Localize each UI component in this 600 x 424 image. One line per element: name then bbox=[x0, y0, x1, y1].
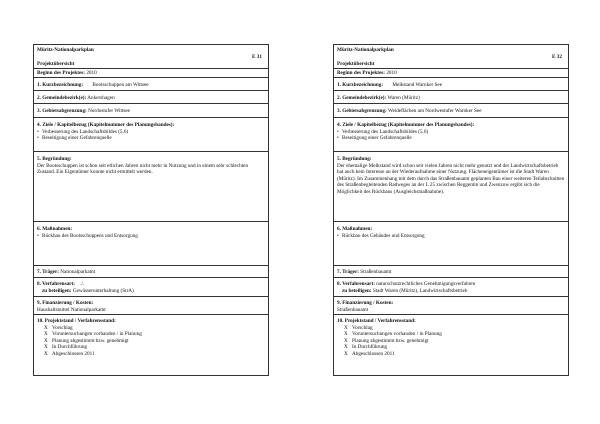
sponsor-value: Straßenbauamt bbox=[360, 269, 392, 275]
goals-row bbox=[334, 118, 568, 152]
sheet-header bbox=[334, 45, 568, 69]
municipality-row bbox=[334, 91, 568, 104]
plan-title: Müritz-Nationalparkplan bbox=[37, 47, 94, 53]
participants-label: zu beteiligen: bbox=[342, 287, 372, 294]
status-item-text: Vorschlag bbox=[52, 324, 73, 331]
project-start-row bbox=[334, 69, 568, 78]
participants-label: zu beteiligen: bbox=[42, 287, 72, 294]
procedure-label: 8. Verfahrensart: bbox=[37, 281, 75, 287]
status-label: 10. Projektstand / Verfahrensstand: bbox=[337, 318, 416, 324]
reason-label: 5. Begründung: bbox=[37, 156, 72, 162]
reason-row bbox=[34, 152, 268, 222]
reason-row bbox=[334, 152, 568, 222]
reason-text: Der ehemalige Melkstand wird schon seit vielen Jahren nicht mehr genutzt und der Landwirtschaftsbetrieb hat auch kein Interesse an der Wiederaufnahme einer Nutzung. Flächeneigentümer ist die Stadt Waren (Müritz). Im Zusammenhang mit dem durch das Straßenbauamt geplanten Bau einer weiteren Teilabschnitten des Straßenbegleitenden Radweges an der L 25 zwischen Reggentin und Zwenzow ergibt sich die Möglichkeit des Rückbaus (Ausgleichsmaßnahme). bbox=[337, 162, 565, 195]
funding-row bbox=[34, 297, 268, 315]
measures-row bbox=[34, 222, 268, 266]
status-item-text: In Durchführung bbox=[52, 344, 88, 350]
sponsor-label: 7. Träger: bbox=[337, 269, 359, 275]
short-name-value: Melkstand Warnker See bbox=[392, 82, 443, 88]
goal-item: • Verbesserung des Landschaftsbildes (5.6) bbox=[37, 129, 265, 136]
measure-item: • Rückbau des Gebäudes und Entsorgung bbox=[337, 233, 565, 240]
status-label: 10. Projektstand / Verfahrensstand: bbox=[37, 318, 116, 324]
project-start-label: Beginn des Projektes: bbox=[37, 70, 86, 76]
sponsor-row bbox=[334, 266, 568, 278]
status-item-text: Abgeschlossen 2011 bbox=[52, 350, 95, 357]
municipality-value: Waren (Müritz) bbox=[387, 95, 420, 101]
short-name-label: 1. Kurzbezeichnung: bbox=[37, 82, 84, 88]
status-check-mark: X bbox=[44, 324, 48, 331]
municipality-value: Ankershagen bbox=[87, 95, 115, 101]
area-label: 3. Gebietsabgrenzung: bbox=[337, 108, 387, 114]
sheet-header bbox=[34, 45, 268, 69]
project-sheet-left bbox=[33, 44, 269, 376]
status-item-text: In Durchführung bbox=[352, 344, 388, 350]
status-check-mark: X bbox=[344, 324, 348, 331]
status-item bbox=[37, 351, 265, 358]
measures-label: 6. Maßnahmen: bbox=[337, 226, 373, 232]
area-value: Nordostufer Wittsee bbox=[88, 108, 130, 114]
funding-value: Haushaltsmittel Nationalparkamt bbox=[37, 306, 106, 313]
funding-row bbox=[334, 297, 568, 315]
short-name-label: 1. Kurzbezeichnung: bbox=[337, 82, 384, 88]
procedure-row bbox=[34, 278, 268, 297]
funding-label: 9. Finanzierung / Kosten: bbox=[337, 300, 394, 306]
funding-label: 9. Finanzierung / Kosten: bbox=[37, 300, 94, 306]
sponsor-label: 7. Träger: bbox=[37, 269, 59, 275]
project-start-label: Beginn des Projektes: bbox=[337, 70, 386, 76]
status-check-mark: X bbox=[44, 344, 48, 350]
short-name-value: Bootsschuppen am Wittsee bbox=[92, 82, 149, 88]
status-check-mark: X bbox=[344, 344, 348, 350]
goals-row bbox=[34, 118, 268, 152]
area-value: Weideflächen am Nordwestufer Warnker See bbox=[387, 108, 482, 114]
status-item-text: Planung abgestimmt bzw. genehmigt bbox=[52, 337, 129, 344]
project-sheet-right bbox=[333, 44, 569, 376]
status-row bbox=[34, 315, 268, 375]
status-item bbox=[337, 351, 565, 358]
participants-value: Stadt Waren (Müritz), Landwirtschaftsbetrieb bbox=[372, 287, 468, 294]
plan-title: Müritz-Nationalparkplan bbox=[337, 47, 394, 53]
municipality-row bbox=[34, 91, 268, 104]
area-row bbox=[334, 104, 568, 118]
municipality-label: 2. Gemeindebezirk(e): bbox=[37, 95, 87, 101]
status-check-mark: X bbox=[344, 337, 348, 344]
procedure-value: naturschutzrechtliches Genehmigungsverfahren bbox=[376, 281, 476, 287]
goal-item: • Verbesserung des Landschaftsbildes (5.6) bbox=[337, 129, 565, 136]
goals-label: 4. Ziele / Kapitelbezug (Kapitelnummer des Planungsbandes): bbox=[337, 122, 475, 128]
status-item-text: Planung abgestimmt bzw. genehmigt bbox=[352, 337, 429, 344]
project-start-value: 2010 bbox=[86, 70, 97, 76]
page-number: E 32 bbox=[552, 54, 562, 60]
sponsor-value: Nationalparkamt bbox=[60, 269, 96, 275]
status-check-mark: X bbox=[44, 331, 48, 337]
status-check-mark: X bbox=[344, 331, 348, 337]
page-number: E 31 bbox=[252, 54, 262, 60]
short-name-row bbox=[34, 78, 268, 91]
sponsor-row bbox=[34, 266, 268, 278]
project-start-value: 2010 bbox=[386, 70, 397, 76]
short-name-row bbox=[334, 78, 568, 91]
status-item-text: Voruntersuchungen vorhanden / in Planung bbox=[52, 331, 142, 337]
goals-label: 4. Ziele / Kapitelbezug (Kapitelnummer des Planungsbandes): bbox=[37, 122, 175, 128]
municipality-label: 2. Gemeindebezirk(e): bbox=[337, 95, 387, 101]
funding-value: Straßenbauamt bbox=[337, 306, 369, 313]
participants-value: Gewässerunterhaltung (StrA) bbox=[72, 287, 134, 294]
goal-item: • Beseitigung einer Gefahrenquelle bbox=[337, 135, 565, 142]
status-check-mark: X bbox=[44, 350, 48, 357]
area-row bbox=[34, 104, 268, 118]
measure-item: • Rückbau des Bootsschuppens und Entsorgung bbox=[37, 233, 265, 240]
procedure-label: 8. Verfahrensart: bbox=[337, 281, 375, 287]
procedure-value: ./. bbox=[80, 281, 85, 287]
area-label: 3. Gebietsabgrenzung: bbox=[37, 108, 87, 114]
status-check-mark: X bbox=[44, 337, 48, 344]
status-row bbox=[334, 315, 568, 375]
goal-item: • Beseitigung einer Gefahrenquelle bbox=[37, 135, 265, 142]
doc-type: Projektübersicht bbox=[337, 61, 375, 67]
measures-label: 6. Maßnahmen: bbox=[37, 226, 73, 232]
project-start-row bbox=[34, 69, 268, 78]
measures-row bbox=[334, 222, 568, 266]
doc-type: Projektübersicht bbox=[37, 61, 75, 67]
status-item-text: Abgeschlossen 2011 bbox=[352, 350, 395, 357]
status-item-text: Voruntersuchungen vorhanden / in Planung bbox=[352, 331, 442, 337]
procedure-row bbox=[334, 278, 568, 297]
status-check-mark: X bbox=[344, 350, 348, 357]
status-item-text: Vorschlag bbox=[352, 324, 373, 331]
reason-text: Der Bootsschuppen ist schon seit etlichen Jahren nicht mehr in Nutzung und in einem sehr schlechten Zustand. Ein Eigentümer konnte nicht ermittelt werden. bbox=[37, 162, 249, 175]
reason-label: 5. Begründung: bbox=[337, 156, 372, 162]
